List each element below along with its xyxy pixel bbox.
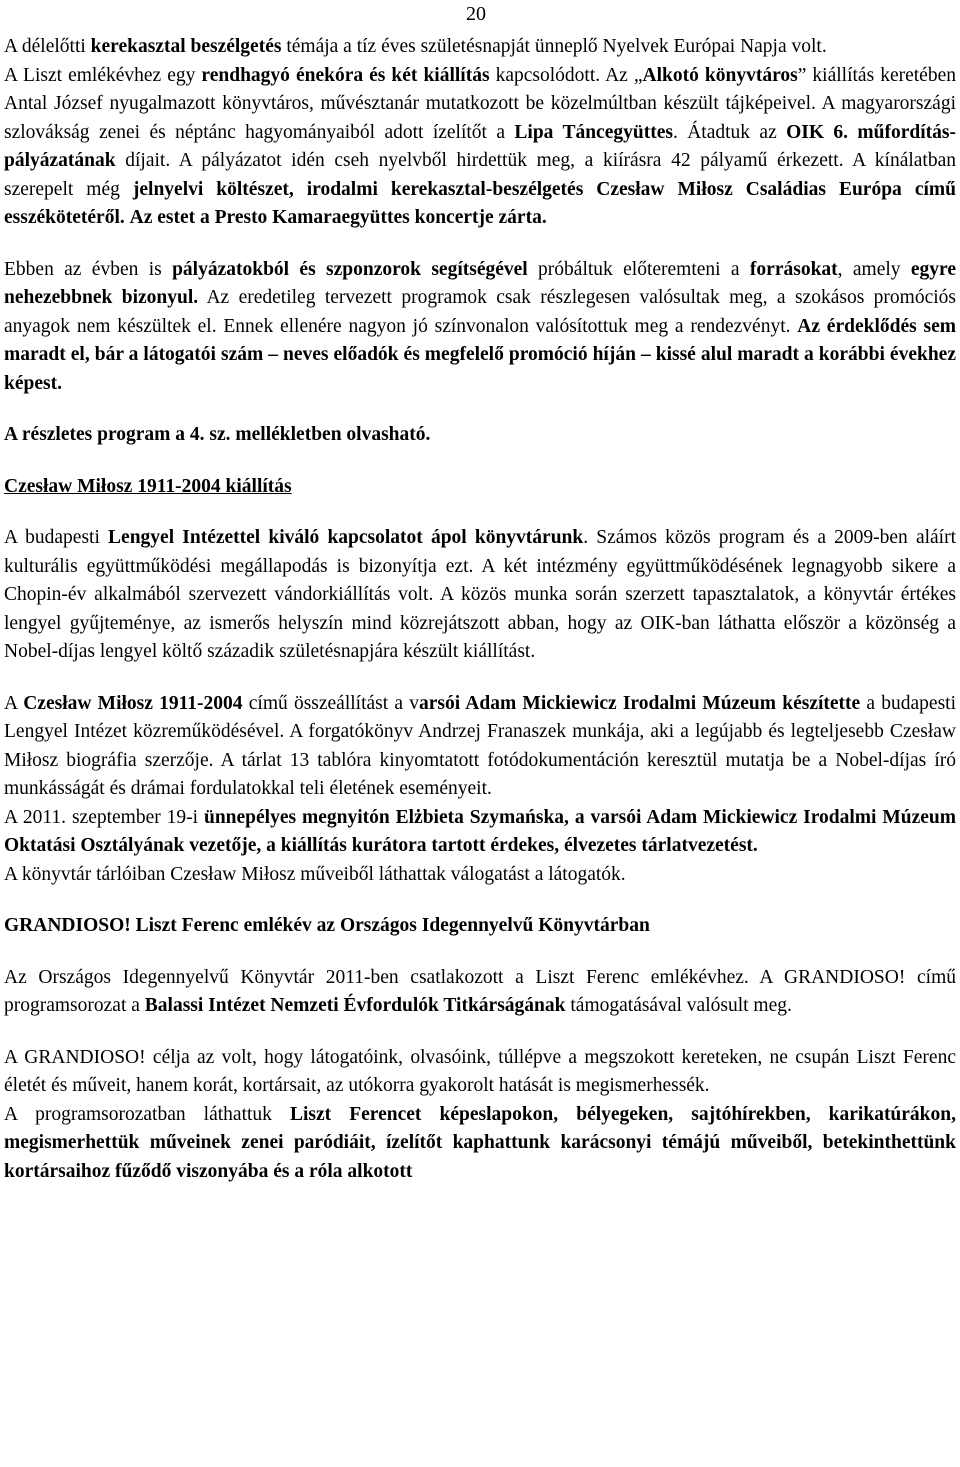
section-title-grandioso xyxy=(4,912,956,941)
bold-text-run: egyre nehezebbnek bizonyul. xyxy=(4,258,956,308)
paragraph-showcases xyxy=(4,861,956,890)
text-run: támogatásával valósult meg. xyxy=(565,995,792,1016)
heading-text: Czesław Miłosz 1911-2004 kiállítás xyxy=(4,475,292,497)
text-run: . Átadtuk az xyxy=(672,121,787,143)
text-run: . Számos közös program és a 2009-ben aláírt kulturális együttműködési megállapodás is bizonyítja ezt. A két intézmény együttműködésének legnagyobb sikere a Chopin-év alkalmából szervezett vándorkiállítás volt. A közös munka során szerzett tapasztalatok, a könyvtár értékes lengyel gyűjteménye, az ismerős helyszín mind közrejátszott abban, hogy az OIK-ban láthatta először a közönség a Nobel-díjas lengyel költő századik születésnapjára készült kiállítást. xyxy=(4,527,956,662)
bold-text-run: A részletes program a 4. sz. mellékletben olvasható. xyxy=(4,424,431,445)
bold-text-run: Lengyel Intézettel kiváló kapcsolatot ápol könyvtárunk xyxy=(108,527,584,548)
page-number: 20 xyxy=(466,3,486,25)
text-run: A programsorozatban láthattuk xyxy=(4,1103,290,1125)
text-run: című összeállítást a v xyxy=(242,692,419,714)
bold-text-run: Alkotó könyvtáros xyxy=(642,64,798,86)
bold-text-run: GRANDIOSO! Liszt Ferenc emlékév az Országos Idegennyelvű Könyvtárban xyxy=(4,915,650,936)
paragraph-grandioso-intro xyxy=(4,964,956,1021)
paragraph-exhibition-description xyxy=(4,690,956,804)
text-run: a budapesti Lengyel Intézet közreműködésével. A forgatókönyv Andrzej Franaszek munkája, aki a legújabb és legteljesebb Czesław Miłosz biográfia szerzője. A tárlat 13 tablóra kinyomtatott fotódokumentáción keresztül mutatja be a Nobel-díjas író munkásságát és drámai fordulatokkal teli életének eseményeit. xyxy=(4,692,956,799)
text-run: díjait. A pályázatot idén cseh nyelvből hirdettük meg, a kiírásra 42 pályamű érkezett. A kínálatban szerepelt még xyxy=(4,150,956,200)
text-run: Az Országos Idegennyelvű Könyvtár 2011-ben csatlakozott a Liszt Ferenc emlékévhez. A GRANDIOSO! című programsorozat a xyxy=(4,966,956,1016)
text-run: Az eredetileg tervezett programok csak részlegesen valósultak meg, a szokásos promóciós anyagok nem készültek el. Ennek ellenére nagyon jó színvonalon valósítottuk meg a rendezvényt. xyxy=(4,287,957,337)
paragraph-opening xyxy=(4,804,956,861)
text-run: ” kiállítás keretében Antal József nyugalmazott könyvtáros, művésztanár mutatkozott be közelmúltban készült tájképeivel. A magyarországi szlovákság zenei és néptánc hagyományaiból adott ízelítőt a xyxy=(4,64,956,143)
paragraph-program-reference xyxy=(4,421,956,450)
paragraph-polish-institute xyxy=(4,524,956,667)
paragraph-grandioso-program xyxy=(4,1101,956,1187)
bold-text-run: rendhagyó énekóra és két kiállítás xyxy=(201,64,490,86)
bold-text-run: arsói Adam Mickiewicz Irodalmi Múzeum készítette xyxy=(419,692,861,714)
text-run: próbáltuk előteremteni a xyxy=(527,258,750,280)
bold-text-run: forrásokat xyxy=(749,258,838,280)
text-run: A GRANDIOSO! célja az volt, hogy látogatóink, olvasóink, túllépve a megszokott kereteken, ne csupán Liszt Ferenc életét és műveit, hanem korát, kortársait, az utókorra gyakorolt hatását is megismerhessék. xyxy=(4,1046,956,1096)
section-title-milosz-exhibition xyxy=(4,473,956,502)
text-run: , amely xyxy=(837,258,911,280)
bold-text-run: Czesław Miłosz 1911-2004 xyxy=(23,692,243,714)
text-run: kapcsolódott. Az „ xyxy=(489,64,643,86)
text-run: témája a tíz éves születésnapját ünneplő Nyelvek Európai Napja volt. xyxy=(281,36,827,57)
text-run: A könyvtár tárlóiban Czesław Miłosz műveiből láthattak válogatást a látogatók. xyxy=(4,863,626,885)
bold-text-run: ünnepélyes megnyitón Elżbieta Szymańska, a varsói Adam Mickiewicz Irodalmi Múzeum Oktatási Osztályának vezetője, a kiállítás kurátora tartott érdekes, élvezetes tárlatvezetést. xyxy=(4,806,956,856)
paragraph-grandioso-goal xyxy=(4,1044,956,1101)
paragraph-european-languages-day xyxy=(4,33,956,62)
text-run: A Liszt emlékévhez egy xyxy=(4,64,202,86)
bold-text-run: OIK 6. műfordítás-pályázatának xyxy=(4,121,956,171)
text-run: Ebben az évben is xyxy=(4,258,173,280)
bold-text-run: kerekasztal beszélgetés xyxy=(90,36,282,57)
page-content xyxy=(4,33,956,1186)
bold-text-run: jelnyelvi költészet, irodalmi kerekasztal-beszélgetés Czesław Miłosz Családias Európa című esszékötetéről. xyxy=(4,178,956,228)
bold-text-run: Balassi Intézet Nemzeti Évfordulók Titkárságának xyxy=(144,995,566,1016)
paragraph-liszt-year-events xyxy=(4,62,956,233)
text-run: A xyxy=(4,692,24,714)
bold-text-run: Az érdeklődés sem maradt el, bár a látogatói szám – neves előadók és megfelelő promóció híján – kissé alul maradt a korábbi évekhez képest. xyxy=(4,315,956,394)
bold-text-run: Lipa Táncegyüttes xyxy=(514,121,673,143)
paragraph-funding xyxy=(4,256,956,399)
bold-text-run: pályázatokból és szponzorok segítségével xyxy=(172,258,528,280)
bold-text-run: Az estet a Presto Kamaraegyüttes koncertje zárta. xyxy=(129,207,547,228)
text-run: A budapesti xyxy=(4,527,109,548)
bold-text-run: Liszt Ferencet képeslapokon, bélyegeken, sajtóhírekben, karikatúrákon, megismerhettük műveinek zenei paródiáit, ízelítőt kaphattunk karácsonyi témájú műveiből, betekinthettünk kortársaihoz fűződő viszonyába és a róla alkotott xyxy=(4,1103,957,1182)
text-run: A délelőtti xyxy=(4,36,91,57)
text-run: A 2011. szeptember 19-i xyxy=(4,806,204,828)
